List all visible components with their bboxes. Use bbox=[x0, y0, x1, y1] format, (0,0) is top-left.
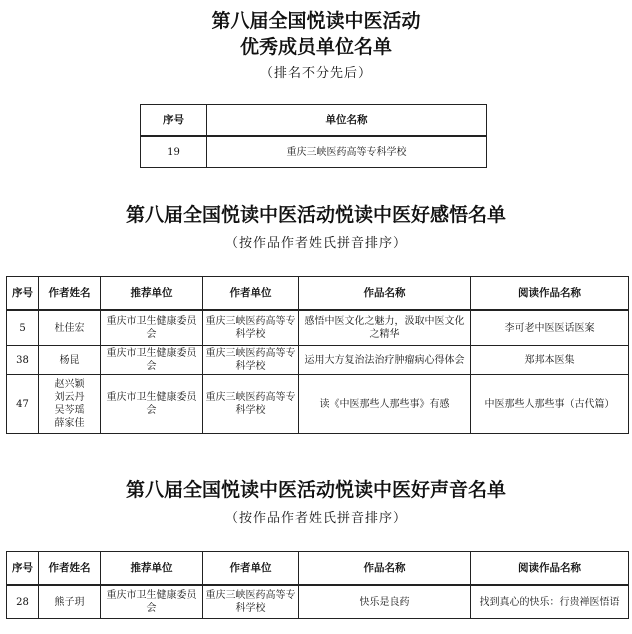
table-header-row bbox=[7, 552, 629, 586]
header-unit-name: 单位名称 bbox=[207, 105, 487, 137]
table-row bbox=[7, 346, 629, 375]
cell-index: 38 bbox=[7, 346, 39, 375]
header-work-title: 作品名称 bbox=[299, 552, 471, 586]
cell-author: 杨昆 bbox=[39, 346, 101, 375]
table-row bbox=[7, 310, 629, 346]
header-author: 作者姓名 bbox=[39, 552, 101, 586]
header-read-title: 阅读作品名称 bbox=[471, 552, 629, 586]
header-read-title: 阅读作品名称 bbox=[471, 277, 629, 311]
table-row bbox=[7, 585, 629, 619]
section3-note: （按作品作者姓氏拼音排序） bbox=[224, 511, 407, 526]
insight-table bbox=[6, 276, 629, 434]
cell-work-title: 读《中医那些人那些事》有感 bbox=[299, 375, 471, 434]
header-author: 作者姓名 bbox=[39, 277, 101, 311]
section1-title-line1: 第八届全国悦读中医活动 bbox=[211, 10, 421, 32]
section2-title: 第八届全国悦读中医活动悦读中医好感悟名单 bbox=[125, 204, 506, 226]
cell-unit-name: 重庆三峡医药高等专科学校 bbox=[207, 136, 487, 168]
cell-recommender: 重庆市卫生健康委员会 bbox=[101, 310, 203, 346]
section3-title: 第八届全国悦读中医活动悦读中医好声音名单 bbox=[125, 479, 506, 501]
cell-author: 赵兴颖 刘云丹 吴芩瑶 薛家佳 bbox=[39, 375, 101, 434]
section2-note: （按作品作者姓氏拼音排序） bbox=[224, 236, 407, 251]
header-index: 序号 bbox=[141, 105, 207, 137]
cell-author-unit: 重庆三峡医药高等专科学校 bbox=[203, 310, 299, 346]
cell-author-unit: 重庆三峡医药高等专科学校 bbox=[203, 585, 299, 619]
header-recommender: 推荐单位 bbox=[101, 552, 203, 586]
table-row bbox=[141, 136, 487, 168]
cell-author: 杜佳宏 bbox=[39, 310, 101, 346]
cell-index: 47 bbox=[7, 375, 39, 434]
cell-read-title: 郑邦本医集 bbox=[471, 346, 629, 375]
header-author-unit: 作者单位 bbox=[203, 552, 299, 586]
cell-recommender: 重庆市卫生健康委员会 bbox=[101, 375, 203, 434]
cell-index: 19 bbox=[141, 136, 207, 168]
cell-recommender: 重庆市卫生健康委员会 bbox=[101, 585, 203, 619]
voice-table bbox=[6, 551, 629, 619]
cell-read-title: 找到真心的快乐：行贵禅医悟语 bbox=[471, 585, 629, 619]
header-author-unit: 作者单位 bbox=[203, 277, 299, 311]
header-index: 序号 bbox=[7, 552, 39, 586]
cell-work-title: 感悟中医文化之魅力，汲取中医文化之精华 bbox=[299, 310, 471, 346]
cell-work-title: 快乐是良药 bbox=[299, 585, 471, 619]
cell-author-unit: 重庆三峡医药高等专科学校 bbox=[203, 375, 299, 434]
table-header-row bbox=[7, 277, 629, 311]
cell-recommender: 重庆市卫生健康委员会 bbox=[101, 346, 203, 375]
cell-read-title: 李可老中医医话医案 bbox=[471, 310, 629, 346]
section1-note: （排名不分先后） bbox=[259, 66, 372, 81]
table-row bbox=[7, 375, 629, 434]
cell-work-title: 运用大方复治法治疗肿瘤病心得体会 bbox=[299, 346, 471, 375]
header-work-title: 作品名称 bbox=[299, 277, 471, 311]
cell-author: 熊子玥 bbox=[39, 585, 101, 619]
cell-index: 5 bbox=[7, 310, 39, 346]
cell-index: 28 bbox=[7, 585, 39, 619]
table-header-row bbox=[141, 105, 487, 137]
member-units-table bbox=[140, 104, 487, 168]
header-index: 序号 bbox=[7, 277, 39, 311]
header-recommender: 推荐单位 bbox=[101, 277, 203, 311]
cell-author-unit: 重庆三峡医药高等专科学校 bbox=[203, 346, 299, 375]
cell-read-title: 中医那些人那些事（古代篇） bbox=[471, 375, 629, 434]
section1-title-line2: 优秀成员单位名单 bbox=[239, 36, 392, 58]
